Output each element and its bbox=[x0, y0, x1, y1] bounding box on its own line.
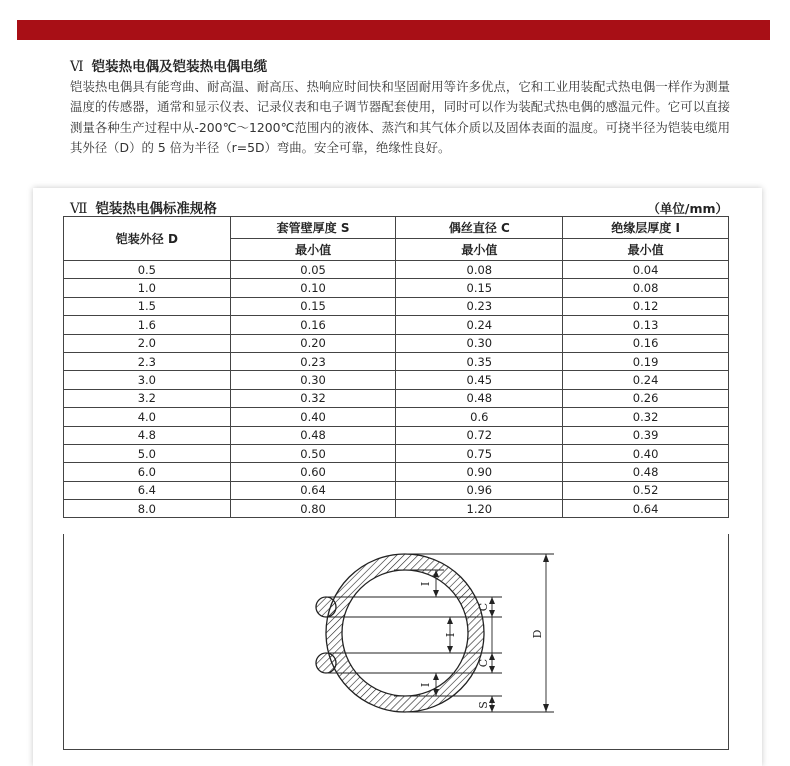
table-row bbox=[64, 261, 729, 279]
cell-insulation-thickness: 0.26 bbox=[563, 389, 729, 407]
cell-insulation-thickness: 0.40 bbox=[563, 444, 729, 462]
table-row bbox=[64, 408, 729, 426]
cell-wall-thickness: 0.60 bbox=[230, 463, 396, 481]
cell-outer-diameter: 0.5 bbox=[64, 261, 231, 279]
cell-wall-thickness: 0.64 bbox=[230, 481, 396, 499]
cell-wall-thickness: 0.80 bbox=[230, 500, 396, 518]
section-vii-heading: 铠装热电偶标准规格 bbox=[95, 201, 217, 217]
table-row bbox=[64, 279, 729, 297]
cell-insulation-thickness: 0.13 bbox=[563, 316, 729, 334]
cell-wall-thickness: 0.48 bbox=[230, 426, 396, 444]
cell-insulation-thickness: 0.12 bbox=[563, 297, 729, 315]
cell-wall-thickness: 0.05 bbox=[230, 261, 396, 279]
cell-wall-thickness: 0.32 bbox=[230, 389, 396, 407]
header-outer-diameter: 铠装外径 D bbox=[64, 217, 231, 261]
cell-wire-diameter: 0.08 bbox=[396, 261, 563, 279]
table-row bbox=[64, 444, 729, 462]
label-i-mid: I bbox=[444, 632, 457, 638]
section-vi-paragraph: 铠装热电偶具有能弯曲、耐高温、耐高压、热响应时间快和坚固耐用等许多优点，它和工业用装配式热电偶一样作为测量温度的传感器，通常和显示仪表、记录仪表和电子调节器配套使用，同时可以作为装配式热电偶的感温元件。它可以直接测量各种生产过程中从-200℃～1200℃范围内的液体、蒸汽和其气体介质以及固体表面的温度。可挠半径为铠装电缆用其外径（D）的 5 倍为半径（r=5D）弯曲。安全可靠，绝缘性良好。 bbox=[70, 79, 730, 155]
cell-wire-diameter: 0.35 bbox=[396, 352, 563, 370]
section-vi-number: Ⅵ bbox=[70, 59, 84, 75]
header-insulation-min: 最小值 bbox=[563, 239, 729, 261]
section-vii-title bbox=[70, 197, 217, 217]
cell-wire-diameter: 1.20 bbox=[396, 500, 563, 518]
header-wall-thickness: 套管壁厚度 S bbox=[230, 217, 396, 239]
cell-outer-diameter: 3.2 bbox=[64, 389, 231, 407]
section-vi-heading: 铠装热电偶及铠装热电偶电缆 bbox=[91, 59, 268, 75]
cell-wall-thickness: 0.23 bbox=[230, 352, 396, 370]
cell-wire-diameter: 0.15 bbox=[396, 279, 563, 297]
cell-wall-thickness: 0.30 bbox=[230, 371, 396, 389]
cell-outer-diameter: 5.0 bbox=[64, 444, 231, 462]
header-wire-min: 最小值 bbox=[396, 239, 563, 261]
cell-outer-diameter: 1.0 bbox=[64, 279, 231, 297]
section-vii-number: Ⅶ bbox=[70, 201, 88, 217]
table-row bbox=[64, 371, 729, 389]
table-header-row bbox=[64, 217, 729, 239]
cell-outer-diameter: 2.3 bbox=[64, 352, 231, 370]
spec-table bbox=[63, 216, 729, 518]
cross-section-svg bbox=[64, 534, 730, 750]
section-vi-title bbox=[70, 55, 267, 75]
table-row bbox=[64, 500, 729, 518]
cell-wire-diameter: 0.96 bbox=[396, 481, 563, 499]
cell-wall-thickness: 0.20 bbox=[230, 334, 396, 352]
cell-outer-diameter: 2.0 bbox=[64, 334, 231, 352]
cell-insulation-thickness: 0.48 bbox=[563, 463, 729, 481]
cell-wire-diameter: 0.24 bbox=[396, 316, 563, 334]
cell-wire-diameter: 0.90 bbox=[396, 463, 563, 481]
cell-outer-diameter: 1.6 bbox=[64, 316, 231, 334]
cell-wire-diameter: 0.6 bbox=[396, 408, 563, 426]
header-wire-diameter: 偶丝直径 C bbox=[396, 217, 563, 239]
cell-insulation-thickness: 0.39 bbox=[563, 426, 729, 444]
cell-insulation-thickness: 0.08 bbox=[563, 279, 729, 297]
cell-wire-diameter: 0.48 bbox=[396, 389, 563, 407]
cell-wire-diameter: 0.30 bbox=[396, 334, 563, 352]
cell-outer-diameter: 1.5 bbox=[64, 297, 231, 315]
cell-wire-diameter: 0.75 bbox=[396, 444, 563, 462]
cell-outer-diameter: 6.0 bbox=[64, 463, 231, 481]
top-banner-bar bbox=[17, 20, 770, 40]
cell-wire-diameter: 0.45 bbox=[396, 371, 563, 389]
wire-top bbox=[316, 597, 336, 617]
cell-outer-diameter: 3.0 bbox=[64, 371, 231, 389]
label-i-top: I bbox=[419, 581, 432, 587]
label-d: D bbox=[531, 629, 544, 639]
label-s: S bbox=[477, 701, 490, 709]
cell-wall-thickness: 0.15 bbox=[230, 297, 396, 315]
sheath-ring bbox=[326, 554, 484, 712]
cell-outer-diameter: 4.8 bbox=[64, 426, 231, 444]
table-row bbox=[64, 389, 729, 407]
cell-insulation-thickness: 0.52 bbox=[563, 481, 729, 499]
cell-wall-thickness: 0.50 bbox=[230, 444, 396, 462]
cell-wall-thickness: 0.10 bbox=[230, 279, 396, 297]
cell-wire-diameter: 0.23 bbox=[396, 297, 563, 315]
cross-section-diagram bbox=[63, 534, 729, 750]
unit-label: （单位/mm） bbox=[647, 201, 728, 216]
cell-wall-thickness: 0.40 bbox=[230, 408, 396, 426]
cell-insulation-thickness: 0.19 bbox=[563, 352, 729, 370]
cell-insulation-thickness: 0.32 bbox=[563, 408, 729, 426]
label-c-top: C bbox=[477, 602, 490, 612]
table-row bbox=[64, 297, 729, 315]
table-row bbox=[64, 352, 729, 370]
table-row bbox=[64, 316, 729, 334]
cell-insulation-thickness: 0.24 bbox=[563, 371, 729, 389]
cell-insulation-thickness: 0.04 bbox=[563, 261, 729, 279]
cell-insulation-thickness: 0.64 bbox=[563, 500, 729, 518]
wire-bottom bbox=[316, 653, 336, 673]
table-row bbox=[64, 463, 729, 481]
cell-outer-diameter: 6.4 bbox=[64, 481, 231, 499]
cell-wire-diameter: 0.72 bbox=[396, 426, 563, 444]
header-wall-min: 最小值 bbox=[230, 239, 396, 261]
header-insulation-thickness: 绝缘层厚度 I bbox=[563, 217, 729, 239]
cell-wall-thickness: 0.16 bbox=[230, 316, 396, 334]
table-row bbox=[64, 481, 729, 499]
cell-insulation-thickness: 0.16 bbox=[563, 334, 729, 352]
table-row bbox=[64, 426, 729, 444]
label-c-bottom: C bbox=[477, 658, 490, 668]
table-row bbox=[64, 334, 729, 352]
cell-outer-diameter: 8.0 bbox=[64, 500, 231, 518]
cell-outer-diameter: 4.0 bbox=[64, 408, 231, 426]
label-i-bottom: I bbox=[419, 682, 432, 688]
